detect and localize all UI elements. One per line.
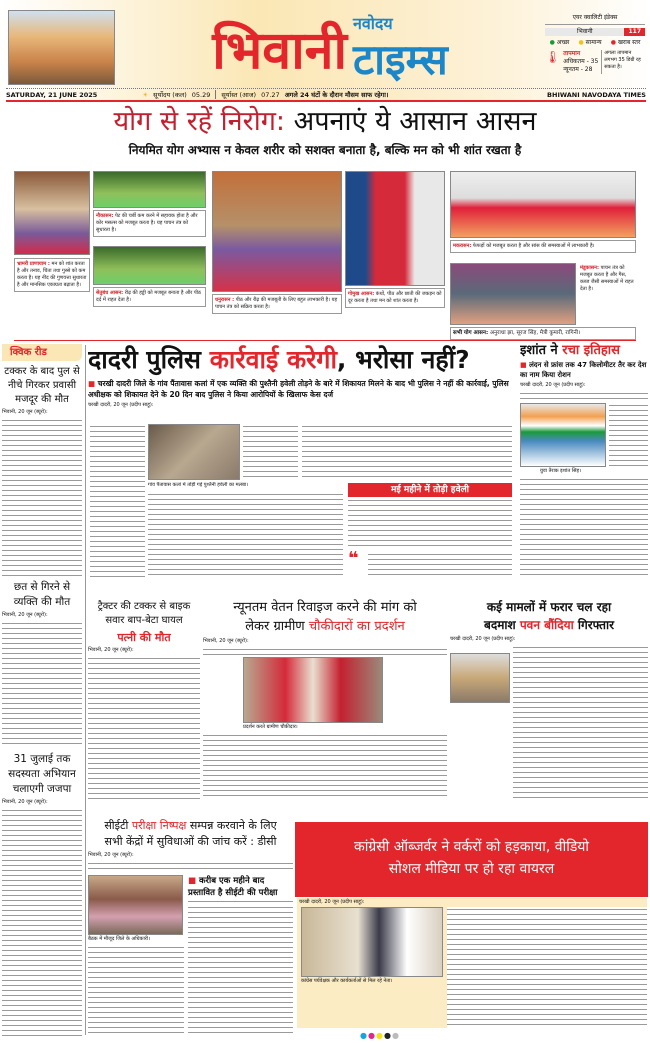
masthead-title-times: टाइम्स xyxy=(353,35,448,84)
cet-body-side xyxy=(188,905,293,1036)
temple-photo xyxy=(8,10,115,85)
aqi-heading: एयर क्वालिटी इंडेक्स xyxy=(545,14,645,25)
arrest-headline: कई मामलों में फरार चल रहा बदमाश पवन बौंदिया गिरफ्तार xyxy=(484,600,614,632)
tractor-subhead: पत्नी की मौत xyxy=(117,631,171,644)
yoga-photo-setubandh xyxy=(93,246,206,285)
tractor-dateline: भिवानी, 20 जून (ब्यूरो): xyxy=(88,647,134,653)
caption-dhanurasan: धनुरासन : पीठ और रीढ़ की मजबूती के लिए बहुत लाभकारी है। यह पाचन तंत्र को सक्रिय करता है। xyxy=(212,294,342,314)
lead-quote-body xyxy=(368,552,512,577)
arrest-body xyxy=(513,645,648,800)
aqi-legend-good: ● अच्छा xyxy=(549,39,570,46)
sunrise-time: 05.29 xyxy=(191,90,211,99)
congress-headline: कांग्रेसी ऑब्जर्वर ने वर्करों को हड़काया, वीडियो सोशल मीडिया पर हो रहा वायरल xyxy=(295,822,648,897)
swim-story xyxy=(520,342,648,578)
tractor-headline: ट्रैक्टर की टक्कर से बाइक सवार बाप-बेटा घायल xyxy=(97,601,191,626)
lead-photo-haveli xyxy=(148,424,240,480)
aqi-city: भिवानी xyxy=(545,28,624,36)
weather-forecast: अगले 24 घंटों के दौरान मौसम साफ रहेगा। xyxy=(284,91,389,99)
yoga-photo-mandukasan xyxy=(450,263,576,325)
caption-gomukh: गोमुख आसन: कंधों, पीठ और छाती की जकड़न को दूर करता है तथा मन को शांत करता है। xyxy=(345,288,445,308)
sun-icon: ☀ xyxy=(142,90,149,99)
cet-photo-caption: बैठक में मौजूद जिले के अधिकारी। xyxy=(88,936,150,942)
wage-body-rest xyxy=(203,733,447,800)
wage-dateline: भिवानी, 20 जून (ब्यूरो): xyxy=(203,638,249,644)
quote-icon: ❝ xyxy=(348,548,359,569)
swim-headline: इशांत ने रचा इतिहास xyxy=(520,343,620,358)
registration-marks: ●●●●● xyxy=(360,1031,400,1040)
yoga-photo-dhanurasan xyxy=(212,171,342,292)
aqi-legend-moderate: ● सामान्य xyxy=(578,39,602,46)
caption-makarasan: मकरासन: फेफड़ों को मजबूत करता है और सांस की समस्याओं में लाभकारी है। xyxy=(450,240,636,253)
quick-read-label: क्विक रीड xyxy=(2,344,82,361)
masthead-rule xyxy=(6,100,646,102)
masthead-title-bhiwani: भिवानी xyxy=(212,21,347,81)
arrest-story xyxy=(450,598,648,800)
cet-headline: सीईटी परीक्षा निष्पक्ष सम्पन्न करवाने के लिए सभी केंद्रों में सुविधाओं की जांच करें : डीसी xyxy=(104,819,277,848)
sunset-time: 07.27 xyxy=(261,90,280,99)
paper-name: BHIWANI NAVODAYA TIMES xyxy=(547,90,646,99)
yoga-headline: योग से रहें निरोग: अपनाएं ये आसान आसन xyxy=(113,106,537,137)
swim-body-side xyxy=(609,403,648,467)
cet-story xyxy=(88,818,293,1036)
yoga-photo-gomukh xyxy=(345,171,445,286)
cet-body-top xyxy=(88,861,293,873)
wage-photo-caption: प्रदर्शन करते ग्रामीण चौकीदार। xyxy=(243,724,298,730)
lead-photo-caption: गांव पैंतावास कलां में तोड़ी गई पुश्तैनी हवेली का मलबा। xyxy=(148,482,249,488)
swim-body xyxy=(520,477,648,578)
issue-date: SATURDAY, 21 JUNE 2025 xyxy=(6,90,98,99)
lead-body-col4 xyxy=(302,424,512,480)
wage-headline: न्यूनतम वेतन रिवाइज करने की मांग को लेकर ग्रामीण चौकीदारों का प्रदर्शन xyxy=(233,600,417,634)
cet-box: ■ करीब एक महीने बाद प्रस्तावित है सीईटी की परीक्षा xyxy=(188,875,293,902)
cet-dateline: भिवानी, 20 जून (ब्यूरो): xyxy=(88,852,134,858)
congress-story xyxy=(297,898,647,1028)
congress-photo xyxy=(301,907,443,977)
aqi-box xyxy=(545,14,645,74)
brief-headline-jjp: 31 जुलाई तक सदस्यता अभियान चलाएगी जजपा xyxy=(8,753,76,796)
brief-dateline-jjp: भिवानी, 20 जून (ब्यूरो): xyxy=(2,799,48,806)
wage-body xyxy=(203,647,447,655)
caption-mandukasan: मंडूकासन: पाचन तंत्र को मजबूत करता है और गैस, कब्ज जैसी समस्याओं में राहत देता है। xyxy=(578,263,636,295)
lead-box-title: मई महीने में तोड़ी हवेली xyxy=(348,483,512,497)
cet-body xyxy=(88,945,184,1036)
brief-body-fall xyxy=(2,621,82,749)
arrest-photo xyxy=(450,653,510,703)
aqi-legend-poor: ● खराब स्तर xyxy=(610,39,641,46)
wage-story xyxy=(203,598,447,800)
left-column xyxy=(2,344,82,1036)
temp-note: अगला तापमान लगभग 35 डिग्री रह सकता है। xyxy=(601,50,645,74)
wage-photo-protest xyxy=(243,657,383,723)
swim-photo-flag xyxy=(520,403,606,467)
yoga-photo-naukasan xyxy=(93,171,206,208)
sunrise-label: सूर्योदय (कल) xyxy=(153,91,187,99)
masthead-title xyxy=(125,6,535,86)
tractor-story xyxy=(88,600,200,800)
arrest-dateline: चरखी दादरी, 20 जून (प्रदीप साहू): xyxy=(450,636,516,642)
masthead-title-navodaya: नवोदय xyxy=(353,14,393,33)
brief-body-bridge xyxy=(2,418,82,576)
lead-top xyxy=(88,342,513,420)
temp-max: अधिकतम - 35 xyxy=(563,58,599,65)
sunset-label: सूर्यास्त (आज) xyxy=(215,90,256,99)
swim-deck: ■ लंदन से फ्रांस तक 47 किलोमीटर तैर कर देश का नाम किया रोशन xyxy=(520,361,647,379)
aqi-value: 117 xyxy=(624,28,645,36)
brief-dateline-fall: भिवानी, 20 जून (ब्यूरो): xyxy=(2,611,48,618)
yoga-photo-bhramari xyxy=(14,171,90,255)
lead-body-col1 xyxy=(90,424,145,577)
congress-photo-caption: कांग्रेस पर्यवेक्षक और कार्यकर्ताओं से मिल रहे नेता। xyxy=(301,978,393,984)
brief-headline-bridge: टक्कर के बाद पुल से नीचे गिरकर प्रवासी मजदूर की मौत xyxy=(4,366,80,405)
swim-photo-caption: युवा तैराक इशांत सिंह। xyxy=(540,468,581,474)
lead-dateline: चरखी दादरी, 20 जून (प्रदीप साहू): xyxy=(88,402,154,408)
swim-body-top xyxy=(520,391,648,401)
lead-body-col2 xyxy=(243,424,298,480)
temp-label: तापमान xyxy=(563,50,581,57)
tractor-body xyxy=(88,656,200,800)
brief-dateline-bridge: भिवानी, 20 जून (ब्यूरो): xyxy=(2,409,48,415)
lead-deck: ■ चरखी दादरी जिले के गांव पैंतावास कलां में एक व्यक्ति की पुश्तैनी हवेली तोड़ने के बारे में शिकायत मिलने के बाद भी पुलिस ने नहीं की कार्रवाई, पुलिस अधीक्षक को शिकायत देने के 20 दिन बाद पुलिस ने किया आरोपियों के खिलाफ केस दर्ज xyxy=(88,379,509,399)
lead-box-body xyxy=(348,498,512,548)
temp-min: न्यूनतम - 28 xyxy=(563,66,593,73)
yoga-subhead: नियमित योग अभ्यास न केवल शरीर को सशक्त बनाता है, बल्कि मन को भी शांत रखता है xyxy=(128,143,522,157)
yoga-photo-makarasan xyxy=(450,171,636,238)
date-bar xyxy=(6,88,646,100)
congress-body xyxy=(447,907,647,1028)
congress-dateline: चरखी दादरी, 20 जून (प्रदीप साहू): xyxy=(299,899,365,905)
yoga-credit: सभी योग आसन: अनुराधा झा, सूरज सिंह, मैत्री कुमारी, रागिनी। xyxy=(450,327,636,340)
lead-headline: दादरी पुलिस कार्रवाई करेगी, भरोसा नहीं? xyxy=(88,345,470,374)
brief-body-jjp xyxy=(2,808,82,1036)
section-rule xyxy=(14,340,636,341)
thermometer-icon: 🌡 xyxy=(545,50,561,64)
swim-dateline: चरखी दादरी, 20 जून (प्रदीप साहू): xyxy=(520,382,586,388)
lead-body-col3 xyxy=(148,492,343,577)
cet-photo-meeting xyxy=(88,875,183,935)
column-divider xyxy=(85,345,86,1035)
brief-headline-fall: छत से गिरने से व्यक्ति की मौत xyxy=(13,580,71,608)
caption-naukasan: नौकासन: पेट की चर्बी कम करने में सहायक होता है और कोर मसल्स को मजबूत करता है। यह पाचन तंत्र को सुधारता है। xyxy=(93,210,206,237)
caption-setubandh: सेतुबंध आसन: रीढ़ की हड्डी को मजबूत बनाता है और पीठ दर्द में राहत देता है। xyxy=(93,287,206,307)
caption-bhramari: भ्रामरी प्राणायाम : मन को शांत करता है और तनाव, चिंता तथा गुस्से को कम करता है। यह नींद की गुणवत्ता सुधारता है और मानसिक एकाग्रता बढ़ाता है। xyxy=(14,258,90,292)
